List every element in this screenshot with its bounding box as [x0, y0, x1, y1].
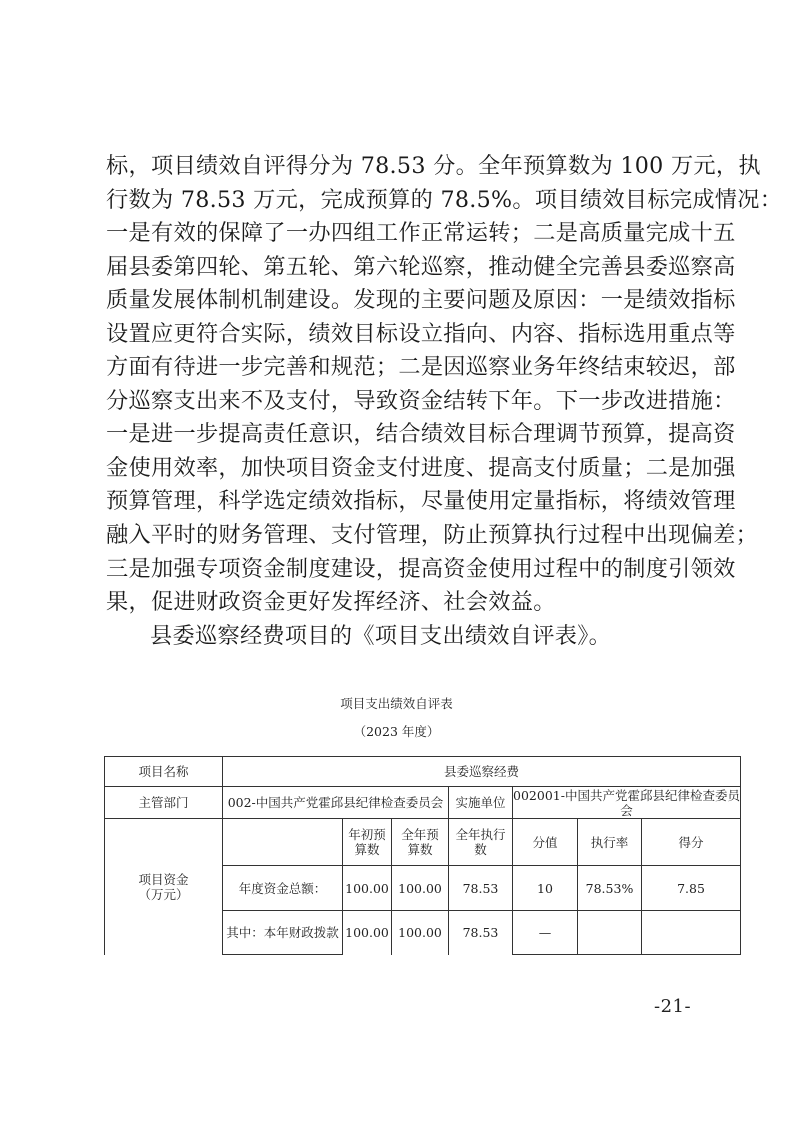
table-subtitle: （2023 年度） — [353, 724, 440, 739]
paragraph-line: 标，项目绩效自评得分为 78.53 分。全年预算数为 100 万元，执 — [106, 153, 761, 179]
paragraph-line: 行数为 78.53 万元，完成预算的 78.5%。项目绩效目标完成情况： — [106, 186, 783, 213]
cell-score — [642, 911, 741, 955]
header-score-value: 分值 — [513, 819, 578, 866]
paragraph-line: 分巡察支出来不及支付，导致资金结转下年。下一步改进措施： — [106, 387, 736, 414]
cell-initial-budget: 100.00 — [343, 866, 392, 911]
paragraph-line: 果，促进财政资金更好发挥经济、社会效益。 — [106, 589, 556, 616]
cell-annual-budget: 100.00 — [392, 866, 449, 911]
dept-value: 002-中国共产党霍邱县纪律检查委员会 — [223, 787, 449, 819]
page-number: -21- — [654, 996, 692, 1017]
row-label: 其中：本年财政拨款 — [223, 911, 343, 955]
paragraph-line: 设置应更符合实际，绩效目标设立指向、内容、指标选用重点等 — [106, 320, 736, 347]
cell-score: 7.85 — [642, 866, 741, 911]
funds-label-line1: 项目资金 — [138, 871, 189, 887]
cell-exec-rate: 78.53% — [578, 866, 642, 911]
header-text: 算数 — [354, 842, 380, 857]
header-exec-rate: 执行率 — [578, 819, 642, 866]
paragraph-line: 一是进一步提高责任意识，结合绩效目标合理调节预算，提高资 — [106, 421, 736, 448]
paragraph-line: 质量发展体制机制建设。发现的主要问题及原因：一是绩效指标 — [106, 287, 736, 314]
paragraph-line: 预算管理，科学选定绩效指标，尽量使用定量指标，将绩效管理 — [106, 488, 736, 515]
project-name-value: 县委巡察经费 — [223, 757, 741, 787]
paragraph-line: 一是有效的保障了一办四组工作正常运转；二是高质量完成十五 — [106, 220, 736, 247]
cell-exec-rate — [578, 911, 642, 955]
header-annual-exec — [449, 819, 513, 866]
header-text: 全年预 — [401, 827, 439, 842]
paragraph-line: 三是加强专项资金制度建设，提高资金使用过程中的制度引领效 — [106, 555, 736, 582]
funds-label — [105, 819, 223, 955]
paragraph-line: 方面有待进一步完善和规范；二是因巡察业务年终结束较迟，部 — [106, 354, 736, 381]
header-text: 年初预 — [348, 827, 386, 842]
cell-score-value: — — [513, 911, 578, 955]
header-initial-budget — [343, 819, 392, 866]
project-name-label: 项目名称 — [105, 757, 223, 787]
header-annual-budget — [392, 819, 449, 866]
impl-unit-label: 实施单位 — [449, 787, 513, 819]
header-score: 得分 — [642, 819, 741, 866]
cell-annual-exec: 78.53 — [449, 911, 513, 955]
cell-annual-budget: 100.00 — [392, 911, 449, 955]
table-row — [105, 757, 741, 787]
body-paragraph — [106, 150, 783, 653]
paragraph-line: 融入平时的财务管理、支付管理，防止预算执行过程中出现偏差； — [106, 522, 759, 549]
cell-annual-exec: 78.53 — [449, 866, 513, 911]
performance-evaluation-table — [104, 756, 741, 955]
table-row — [105, 787, 741, 819]
cell-initial-budget: 100.00 — [343, 911, 392, 955]
cell-score-value: 10 — [513, 866, 578, 911]
row-label: 年度资金总额： — [223, 866, 343, 911]
header-text: 算数 — [407, 842, 433, 857]
table-title: 项目支出绩效自评表 — [340, 696, 453, 711]
impl-unit-value: 002001-中国共产党霍邱县纪律检查委员会 — [513, 787, 740, 818]
table-header-row — [105, 819, 741, 866]
funds-label-line2: （万元） — [138, 886, 189, 902]
paragraph-line: 金使用效率，加快项目资金支付进度、提高支付质量；二是加强 — [106, 454, 736, 481]
header-text: 数 — [474, 842, 487, 857]
intro-line: 县委巡察经费项目的《项目支出绩效自评表》。 — [150, 622, 612, 649]
paragraph-line: 届县委第四轮、第五轮、第六轮巡察，推动健全完善县委巡察高 — [106, 253, 736, 280]
empty-header-cell — [223, 819, 343, 866]
header-text: 全年执行 — [455, 827, 506, 842]
dept-label: 主管部门 — [105, 787, 223, 819]
